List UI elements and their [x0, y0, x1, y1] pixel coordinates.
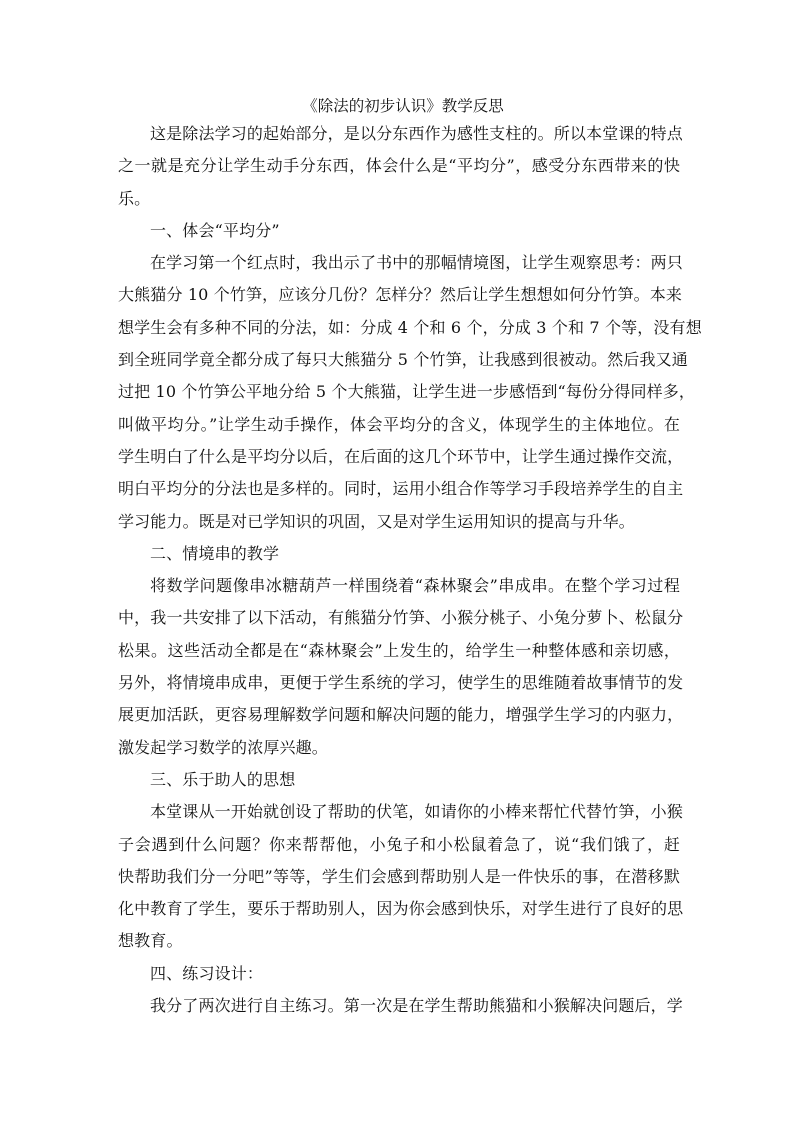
paragraph-line: 叫做平均分。”让学生动手操作，体会平均分的含义，体现学生的主体地位。在	[118, 414, 680, 434]
paragraph-line: 化中教育了学生，要乐于帮助别人，因为你会感到快乐，对学生进行了良好的思	[118, 899, 684, 919]
document-title: 《除法的初步认识》教学反思	[302, 97, 504, 115]
paragraph-line: 学生明白了什么是平均分以后，在后面的这几个环节中，让学生通过操作交流，	[118, 446, 684, 466]
section-heading: 二、情境串的教学	[150, 543, 280, 563]
paragraph-line: 大熊猫分 10 个竹笋，应该分几份？怎样分？然后让学生想想如何分竹笋。本来	[118, 285, 683, 305]
paragraph-line: 想学生会有多种不同的分法，如：分成 4 个和 6 个，分成 3 个和 7 个等，没有想	[118, 317, 702, 337]
paragraph-line: 想教育。	[118, 931, 183, 951]
intro-line: 乐。	[118, 188, 151, 208]
intro-line: 之一就是充分让学生动手分东西，体会什么是“平均分”，感受分东西带来的快	[118, 156, 680, 176]
paragraph-line: 本堂课从一开始就创设了帮助的伏笔，如请你的小棒来帮忙代替竹笋，小猴	[150, 802, 683, 822]
paragraph-line: 明白平均分的分法也是多样的。同时，运用小组合作等学习手段培养学生的自主	[118, 479, 684, 499]
document-body	[118, 118, 702, 1022]
paragraph-line: 子会遇到什么问题？你来帮帮他，小兔子和小松鼠着急了，说“我们饿了，赶	[118, 834, 680, 854]
paragraph-line: 在学习第一个红点时，我出示了书中的那幅情境图，让学生观察思考：两只	[150, 253, 683, 273]
document-page	[118, 94, 702, 1022]
paragraph-line: 展更加活跃，更容易理解数学问题和解决问题的能力，增强学生学习的内驱力，	[118, 705, 684, 725]
paragraph-line: 过把 10 个竹笋公平地分给 5 个大熊猫，让学生进一步感悟到“每份分得同样多，	[118, 382, 696, 402]
paragraph-line: 将数学问题像串冰糖葫芦一样围绕着“森林聚会”串成串。在整个学习过程	[150, 576, 680, 596]
paragraph-line: 快帮助我们分一分吧”等等，学生们会感到帮助别人是一件快乐的事，在潜移默	[118, 866, 680, 886]
paragraph-line: 学习能力。既是对已学知识的巩固，又是对学生运用知识的提高与升华。	[118, 511, 635, 531]
paragraph-line: 激发起学习数学的浓厚兴趣。	[118, 737, 328, 757]
paragraph-line: 松果。这些活动全都是在“森林聚会”上发生的，给学生一种整体感和亲切感，	[118, 640, 680, 660]
section-heading: 三、乐于助人的思想	[150, 769, 296, 789]
paragraph-line: 到全班同学竟全都分成了每只大熊猫分 5 个竹笋，让我感到很被动。然后我又通	[118, 350, 688, 370]
section-heading: 一、体会“平均分”	[150, 220, 280, 240]
paragraph-line: 中，我一共安排了以下活动，有熊猫分竹笋、小猴分桃子、小兔分萝卜、松鼠分	[118, 608, 684, 628]
paragraph-line: 另外，将情境串成串，更便于学生系统的学习，使学生的思维随着故事情节的发	[118, 673, 684, 693]
section-heading: 四、练习设计：	[150, 963, 264, 983]
intro-line: 这是除法学习的起始部分，是以分东西作为感性支柱的。所以本堂课的特点	[150, 124, 683, 143]
paragraph-line: 我分了两次进行自主练习。第一次是在学生帮助熊猫和小猴解决问题后，学	[150, 996, 683, 1016]
